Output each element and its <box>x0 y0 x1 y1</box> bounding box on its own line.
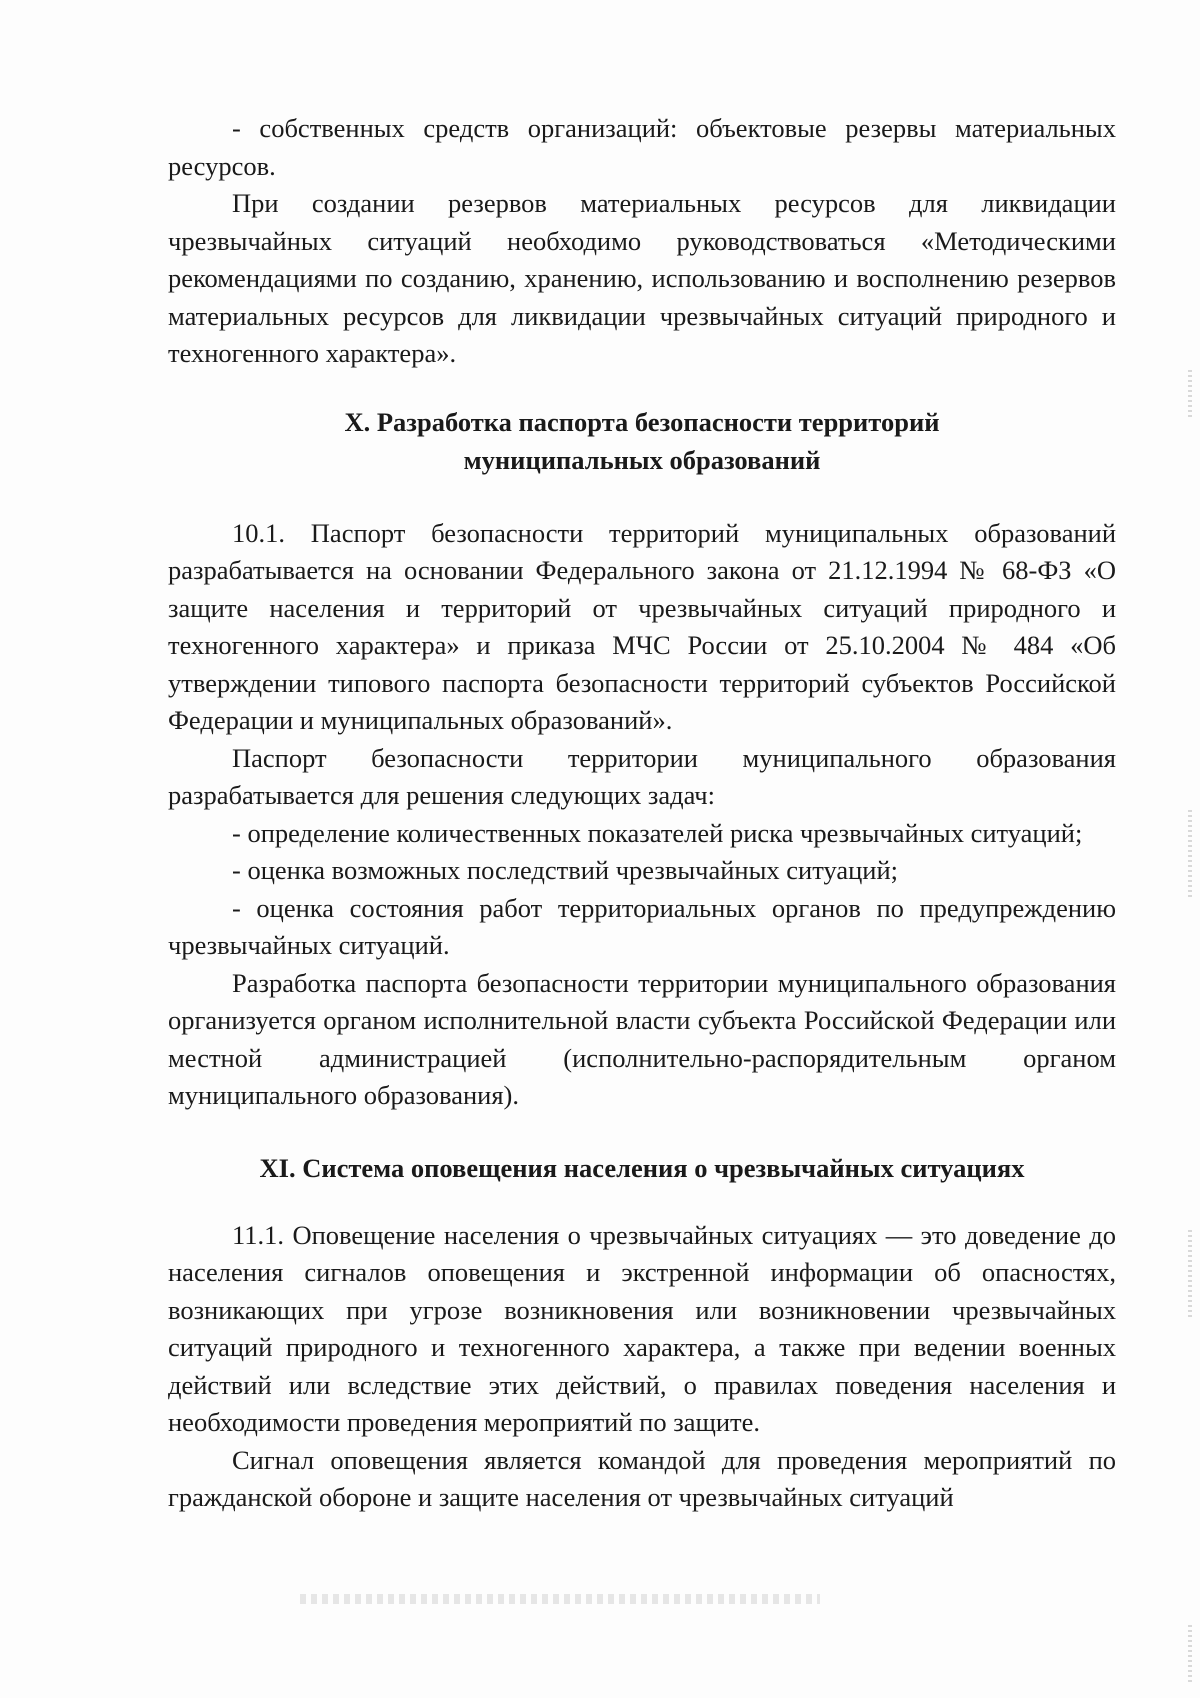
section-10-heading-line1: X. Разработка паспорта безопасности территорий <box>344 406 940 437</box>
scan-edge-mark <box>1188 1625 1192 1685</box>
section-10-heading <box>168 403 1116 479</box>
paragraph-reserves-guidance: При создании резервов материальных ресурсов для ликвидации чрезвычайных ситуаций необходимо руководствоваться «Методическими рекомендациями по созданию, хранению, использованию и восполнению резервов материальных ресурсов для ликвидации чрезвычайных ситуаций природного и техногенного характера». <box>168 188 1116 368</box>
section-11-paragraph-2: Сигнал оповещения является командой для проведения мероприятий по гражданской обороне и защите населения от чрезвычайных ситуаций <box>168 1444 1116 1512</box>
scan-edge-mark <box>1188 810 1192 900</box>
section-10-paragraph-3: Разработка паспорта безопасности территории муниципального образования организуется органом исполнительной власти субъекта Российской Федерации или местной администрацией (исполнительно-распорядительным органом муниципального образования). <box>168 967 1116 1110</box>
scan-edge-mark <box>1188 370 1192 420</box>
section-10-list-item-3: - оценка состояния работ территориальных органов по предупреждению чрезвычайных ситуаций. <box>168 892 1116 960</box>
scan-edge-mark <box>1188 1230 1192 1320</box>
section-10-paragraph-2: Паспорт безопасности территории муниципального образования разрабатывается для решения следующих задач: <box>168 742 1116 810</box>
paragraph-own-resources: - собственных средств организаций: объектовые резервы материальных ресурсов. <box>168 113 1116 181</box>
scan-bottom-bleedthrough <box>300 1594 820 1604</box>
section-11-heading: XI. Система оповещения населения о чрезвычайных ситуациях <box>259 1152 1025 1183</box>
section-10-list-item-2: - оценка возможных последствий чрезвычайных ситуаций; <box>232 855 899 885</box>
section-10-heading-line2: муниципальных образований <box>463 444 821 475</box>
section-10-list-item-1: - определение количественных показателей риска чрезвычайных ситуаций; <box>232 817 1083 848</box>
section-10-paragraph-1: 10.1. Паспорт безопасности территорий муниципальных образований разрабатывается на основании Федерального закона от 21.12.1994 № 68-ФЗ «О защите населения и территорий от чрезвычайных ситуаций природного и техногенного характера» и приказа МЧС России от 25.10.2004 № 484 «Об утверждении типового паспорта безопасности территорий субъектов Российской Федерации и муниципальных образований». <box>168 517 1116 735</box>
section-11-paragraph-1: 11.1. Оповещение населения о чрезвычайных ситуациях — это доведение до населения сигналов оповещения и экстренной информации об опасностях, возникающих при угрозе возникновения или возникновении чрезвычайных ситуаций природного и техногенного характера, а также при ведении военных действий или вследствие этих действий, о правилах поведения населения и необходимости проведения мероприятий по защите. <box>168 1219 1116 1437</box>
document-body <box>168 110 1116 1517</box>
